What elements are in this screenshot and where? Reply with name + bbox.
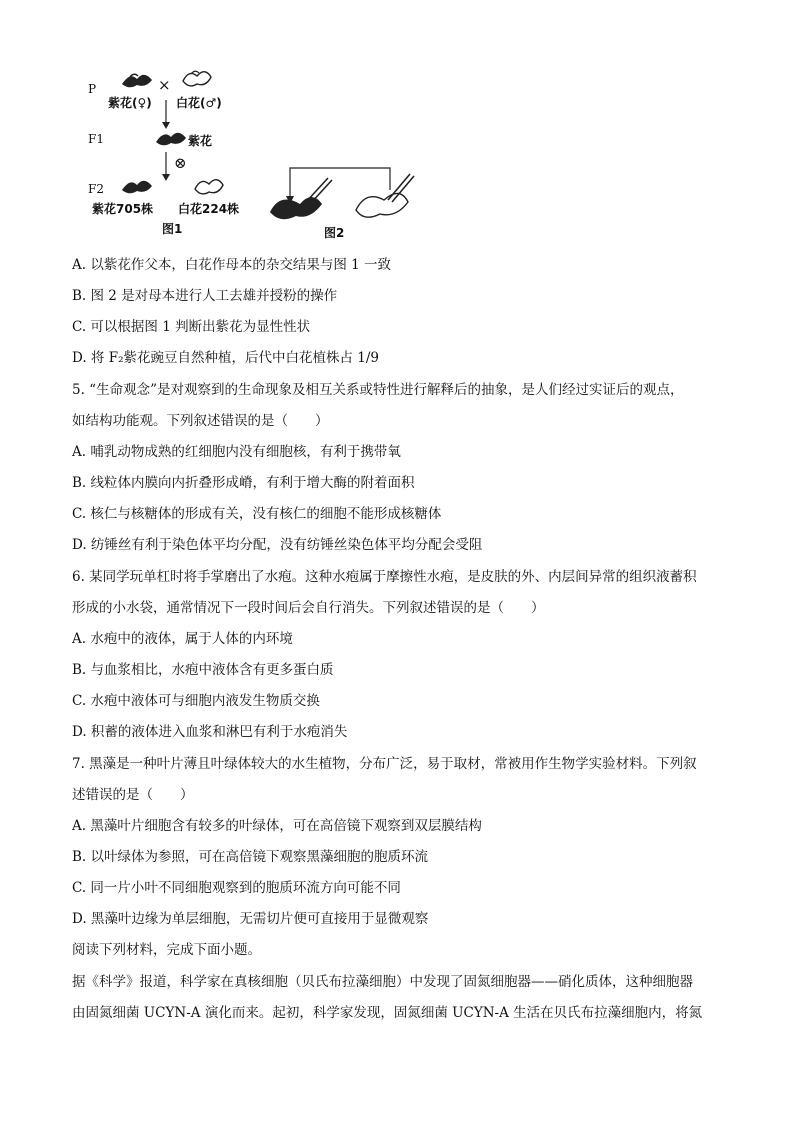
question-5-stem: 5. “生命观念”是对观察到的生命现象及相互关系或特性进行解释后的抽象，是人们经过实证后的观点，: [72, 382, 684, 398]
arrow-down-icon: [160, 152, 172, 182]
q5-option-b: B. 线粒体内膜向内折叠形成嵴，有利于增大酶的附着面积: [72, 475, 415, 491]
f2-white-count: 白花224株: [178, 202, 240, 216]
p-generation-label: P: [88, 82, 97, 96]
p-male-label: 白花(♂): [176, 96, 222, 110]
white-flower-icon: [180, 66, 214, 90]
q6-option-b: B. 与血浆相比，水疱中液体含有更多蛋白质: [72, 662, 334, 678]
question-7-stem-cont: 述错误的是（ ）: [72, 787, 194, 803]
cross-symbol: ×: [158, 76, 171, 94]
q6-option-c: C. 水疱中液体可与细胞内液发生物质交换: [72, 693, 320, 709]
figure-2-caption: 图2: [324, 226, 345, 240]
f1-flower-label: 紫花: [188, 134, 213, 148]
f1-label: F1: [88, 132, 104, 146]
figure-1-caption: 图1: [162, 222, 183, 236]
q5-option-a: A. 哺乳动物成熟的红细胞内没有细胞核，有利于携带氧: [72, 444, 401, 460]
reading-instruction: 阅读下列材料，完成下面小题。: [72, 942, 261, 958]
q7-option-d: D. 黑藻叶边缘为单层细胞，无需切片便可直接用于显微观察: [72, 911, 429, 927]
question-5-stem-cont: 如结构功能观。下列叙述错误的是（ ）: [72, 413, 329, 429]
white-flower-icon: [192, 174, 226, 196]
f2-purple-count: 紫花705株: [92, 202, 154, 216]
pollination-diagram: [260, 160, 420, 230]
q5-option-c: C. 核仁与核糖体的形成有关，没有核仁的细胞不能形成核糖体: [72, 506, 442, 522]
option-b-line: B. 图 2 是对母本进行人工去雄并授粉的操作: [72, 288, 338, 304]
option-c-line: C. 可以根据图 1 判断出紫花为显性性状: [72, 319, 311, 335]
f2-label: F2: [88, 182, 104, 196]
question-6-stem-cont: 形成的小水袋，通常情况下一段时间后会自行消失。下列叙述错误的是（ ）: [72, 600, 545, 616]
question-6-stem: 6. 某同学玩单杠时将手掌磨出了水疱。这种水疱属于摩擦性水疱，是皮肤的外、内层间异常的组织液蓄积: [72, 569, 697, 585]
q6-option-d: D. 积蓄的液体进入血浆和淋巴有利于水疱消失: [72, 724, 348, 740]
genetics-figure: [80, 60, 420, 245]
purple-flower-icon: [154, 126, 188, 148]
q7-option-a: A. 黑藻叶片细胞含有较多的叶绿体，可在高倍镜下观察到双层膜结构: [72, 818, 482, 834]
passage-line-2: 由固氮细菌 UCYN-A 演化而来。起初，科学家发现，固氮细菌 UCYN-A 生活在贝氏布拉藻细胞内，将氮: [72, 1005, 703, 1021]
q7-option-b: B. 以叶绿体为参照，可在高倍镜下观察黑藻细胞的胞质环流: [72, 849, 429, 865]
purple-flower-icon: [120, 68, 154, 90]
q5-option-d: D. 纺锤丝有利于染色体平均分配，没有纺锤丝染色体平均分配会受阻: [72, 537, 483, 553]
purple-flower-icon: [120, 174, 154, 196]
q7-option-c: C. 同一片小叶不同细胞观察到的胞质环流方向可能不同: [72, 880, 401, 896]
option-d-line: D. 将 F₂紫花豌豆自然种植，后代中白花植株占 1/9: [72, 350, 380, 366]
option-a-line: A. 以紫花作父本，白花作母本的杂交结果与图 1 一致: [72, 257, 392, 273]
selfing-symbol: ⊗: [174, 154, 187, 172]
passage-line-1: 据《科学》报道，科学家在真核细胞（贝氏布拉藻细胞）中发现了固氮细胞器——硝化质体，这种细胞器: [72, 974, 693, 990]
p-female-label: 紫花(♀): [108, 96, 152, 110]
q6-option-a: A. 水疱中的液体，属于人体的内环境: [72, 631, 293, 647]
question-7-stem: 7. 黑藻是一种叶片薄且叶绿体较大的水生植物，分布广泛，易于取材，常被用作生物学实验材料。下列叙: [72, 756, 697, 772]
